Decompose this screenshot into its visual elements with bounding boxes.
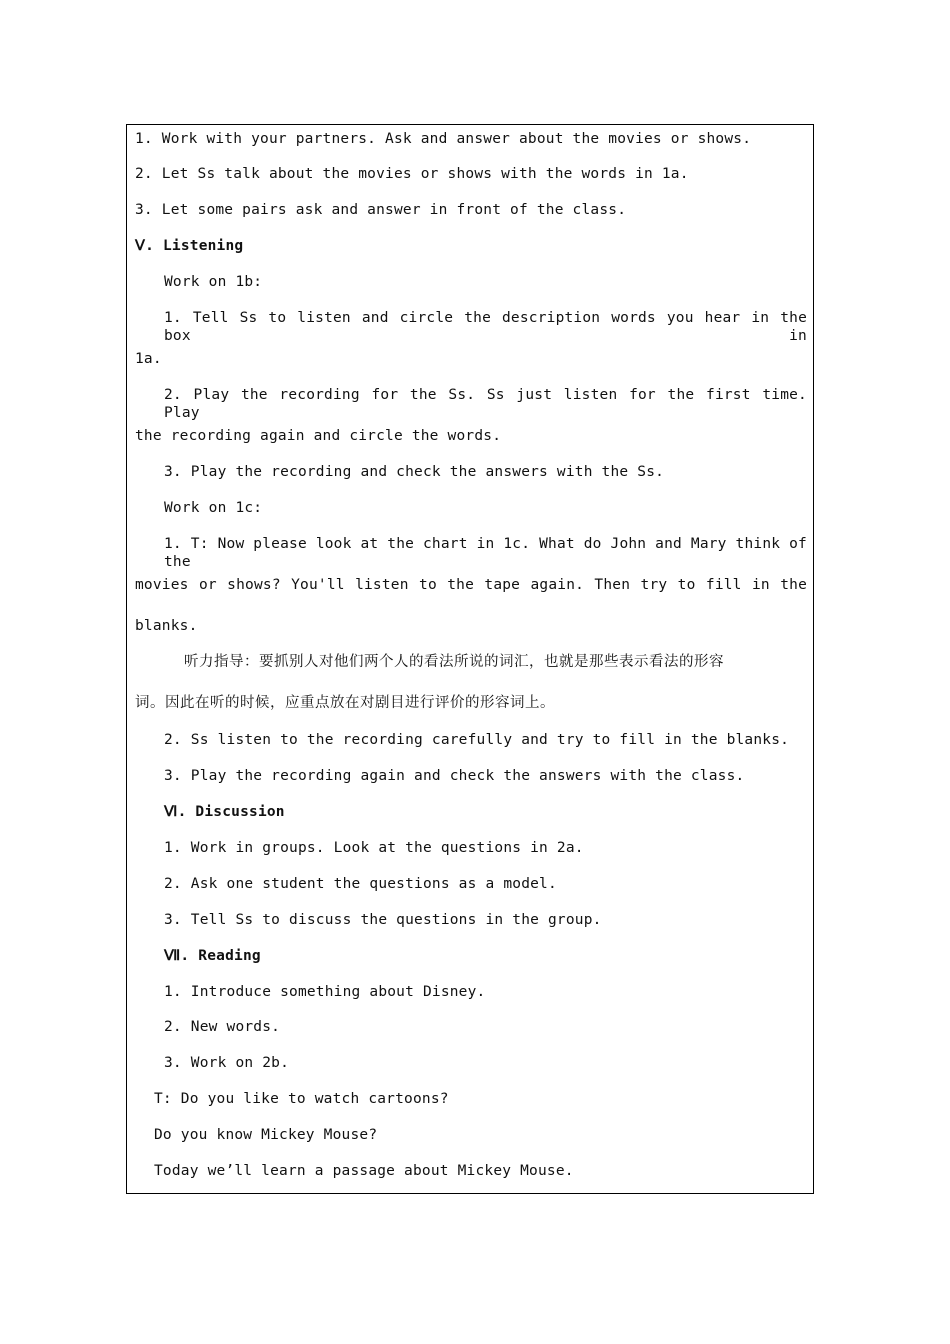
chart-step-1: 1. T: Now please look at the chart in 1c. What do John and Mary think of the bbox=[164, 536, 807, 570]
chart-step-1-cont2: blanks. bbox=[135, 618, 198, 634]
step-line-2: 2. Let Ss talk about the movies or shows with the words in 1a. bbox=[135, 166, 689, 182]
listening-guide-cn-1: 听力指导：要抓别人对他们两个人的看法所说的词汇，也就是那些表示看法的形容 bbox=[184, 654, 724, 670]
listening-step-1-cont: 1a. bbox=[135, 351, 162, 367]
chart-step-2: 2. Ss listen to the recording carefully and try to fill in the blanks. bbox=[164, 732, 790, 748]
subheading-work-on-1b: Work on 1b: bbox=[164, 274, 263, 290]
teacher-statement: Today we’ll learn a passage about Mickey Mouse. bbox=[154, 1163, 574, 1179]
teacher-question-2: Do you know Mickey Mouse? bbox=[154, 1127, 378, 1143]
chart-step-1-cont: movies or shows? You'll listen to the tape again. Then try to fill in the bbox=[135, 577, 807, 593]
discussion-step-3: 3. Tell Ss to discuss the questions in the group. bbox=[164, 912, 602, 928]
step-line-3: 3. Let some pairs ask and answer in front of the class. bbox=[135, 202, 627, 218]
lesson-plan-table-cell bbox=[126, 124, 814, 1194]
listening-step-1: 1. Tell Ss to listen and circle the description words you hear in the box in bbox=[164, 310, 807, 344]
discussion-step-2: 2. Ask one student the questions as a model. bbox=[164, 876, 557, 892]
teacher-question-1: T: Do you like to watch cartoons? bbox=[154, 1091, 449, 1107]
reading-step-1: 1. Introduce something about Disney. bbox=[164, 984, 486, 1000]
listening-guide-cn-2: 词。因此在听的时候，应重点放在对剧目进行评价的形容词上。 bbox=[135, 695, 555, 711]
discussion-step-1: 1. Work in groups. Look at the questions in 2a. bbox=[164, 840, 584, 856]
section-heading-listening: Ⅴ. Listening bbox=[135, 238, 244, 254]
listening-step-3: 3. Play the recording and check the answers with the Ss. bbox=[164, 464, 665, 480]
chart-step-3: 3. Play the recording again and check the answers with the class. bbox=[164, 768, 745, 784]
reading-step-3: 3. Work on 2b. bbox=[164, 1055, 290, 1071]
listening-step-2-cont: the recording again and circle the words. bbox=[135, 428, 502, 444]
reading-step-2: 2. New words. bbox=[164, 1019, 281, 1035]
section-heading-discussion: Ⅵ. Discussion bbox=[164, 804, 285, 820]
listening-step-2: 2. Play the recording for the Ss. Ss just listen for the first time. Play bbox=[164, 387, 807, 421]
step-line-1: 1. Work with your partners. Ask and answer about the movies or shows. bbox=[135, 131, 752, 147]
section-heading-reading: Ⅶ. Reading bbox=[164, 948, 261, 964]
subheading-work-on-1c: Work on 1c: bbox=[164, 500, 263, 516]
